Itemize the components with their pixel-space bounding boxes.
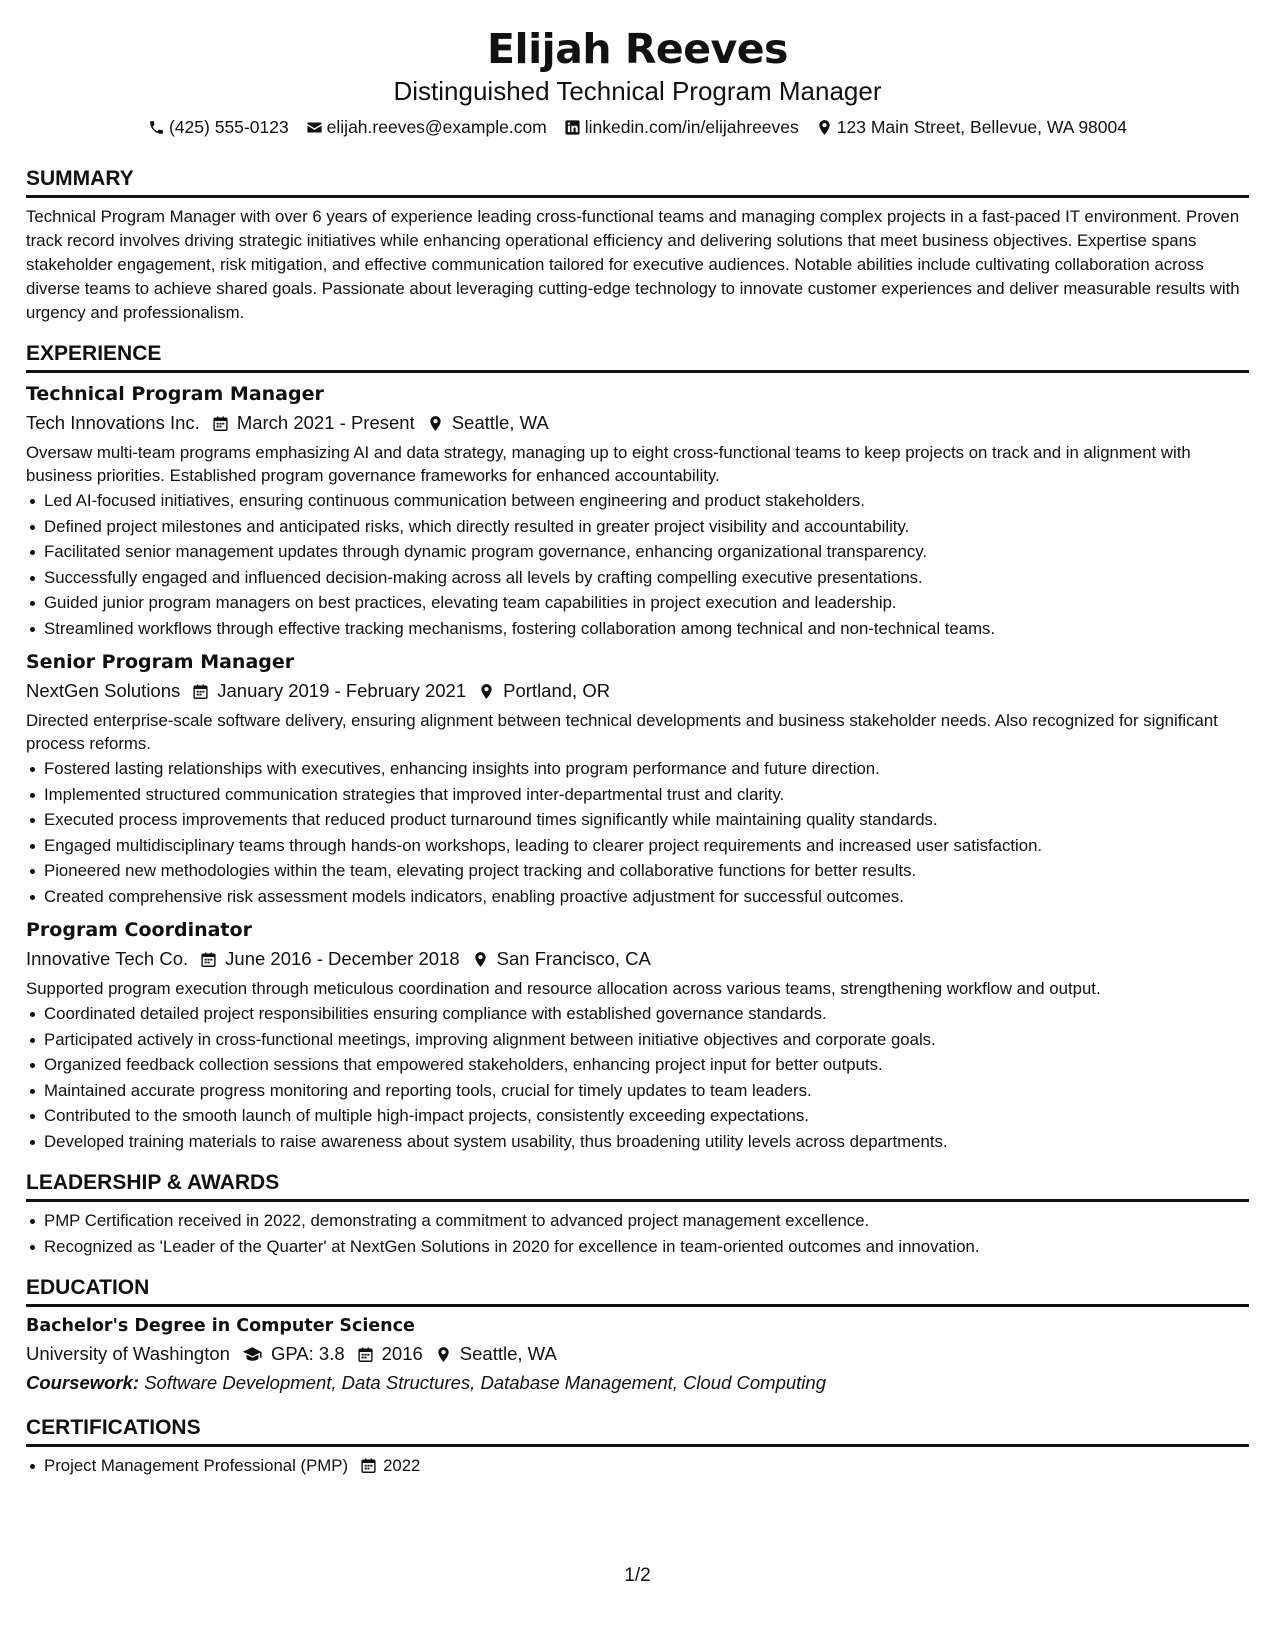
- job-title: Program Coordinator: [26, 919, 252, 941]
- list-item: Created comprehensive risk assessment models indicators, enabling proactive adjustment for successful outcomes.: [44, 884, 1249, 910]
- summary-text: Technical Program Manager with over 6 years of experience leading cross-functional teams and managing complex projects in a fast-paced IT environment. Proven track record involves driving strategic initiatives while enhancing operational efficiency and delivering solutions that meet business objectives. Expertise spans stakeholder engagement, risk mitigation, and effective communication tailored for executive audiences. Notable abilities include cultivating collaboration across diverse teams to achieve shared goals. Passionate about leveraging cutting-edge technology to innovate customer experiences and deliver measurable results with urgency and professionalism.: [26, 207, 1240, 322]
- list-item: Led AI-focused initiatives, ensuring continuous communication between engineering and product stakeholders.: [44, 488, 1249, 514]
- company-name: Innovative Tech Co.: [26, 948, 189, 969]
- job-entry: [26, 380, 1249, 641]
- candidate-title: Distinguished Technical Program Manager: [393, 76, 882, 106]
- contact-linkedin: [564, 115, 799, 139]
- phone-icon: [148, 119, 165, 136]
- job-title: Senior Program Manager: [26, 651, 295, 673]
- job-location: Seattle, WA: [451, 412, 549, 433]
- school-name: University of Washington: [26, 1343, 230, 1364]
- list-item: Recognized as 'Leader of the Quarter' at NextGen Solutions in 2020 for excellence in team-oriented outcomes and innovation.: [44, 1234, 1249, 1260]
- linkedin-icon: [564, 119, 581, 136]
- experience-section: [26, 341, 1249, 1154]
- map-pin-icon: [816, 119, 833, 136]
- certification-year: 2022: [383, 1456, 421, 1475]
- phone-text[interactable]: (425) 555-0123: [169, 117, 289, 137]
- graduation-cap-icon: [242, 1345, 263, 1363]
- job-entry: [26, 648, 1249, 909]
- list-item: Engaged multidisciplinary teams through hands-on workshops, leading to clearer project requirements and increased user satisfaction.: [44, 833, 1249, 859]
- certification-item: [44, 1453, 1249, 1479]
- company-name: NextGen Solutions: [26, 680, 181, 701]
- contact-address: [816, 115, 1127, 139]
- list-item: Streamlined workflows through effective tracking mechanisms, fostering collaboration among technical and non-technical teams.: [44, 616, 1249, 642]
- job-title: Technical Program Manager: [26, 383, 324, 405]
- calendar-icon: [360, 1457, 377, 1474]
- job-description: Directed enterprise-scale software delivery, ensuring alignment between technical developments and business stakeholder needs. Also recognized for significant process reforms.: [26, 711, 1218, 753]
- job-meta: [26, 944, 1249, 974]
- candidate-name: Elijah Reeves: [487, 25, 788, 73]
- calendar-icon: [357, 1346, 374, 1363]
- list-item: Defined project milestones and anticipated risks, which directly resulted in greater project visibility and accountability.: [44, 514, 1249, 540]
- education-section: [26, 1275, 1249, 1397]
- job-dates: June 2016 - December 2018: [225, 948, 460, 969]
- list-item: Maintained accurate progress monitoring and reporting tools, crucial for timely updates to team leaders.: [44, 1078, 1249, 1104]
- coursework-label: Coursework:: [26, 1372, 140, 1393]
- section-heading-awards: LEADERSHIP & AWARDS: [26, 1170, 1249, 1202]
- awards-section: [26, 1170, 1249, 1259]
- list-item: Implemented structured communication strategies that improved inter-departmental trust and clarity.: [44, 782, 1249, 808]
- map-pin-icon: [478, 683, 495, 700]
- certification-name: Project Management Professional (PMP): [44, 1456, 349, 1475]
- school-location: Seattle, WA: [459, 1343, 557, 1364]
- resume-header: [26, 24, 1249, 139]
- list-item: Pioneered new methodologies within the team, elevating project tracking and collaborative functions for better results.: [44, 858, 1249, 884]
- section-heading-certifications: CERTIFICATIONS: [26, 1415, 1249, 1447]
- map-pin-icon: [435, 1346, 452, 1363]
- calendar-icon: [200, 951, 217, 968]
- list-item: Executed process improvements that reduced product turnaround times significantly while maintaining quality standards.: [44, 807, 1249, 833]
- resume-page: [26, 24, 1249, 1479]
- list-item: Fostered lasting relationships with executives, enhancing insights into program performance and future direction.: [44, 756, 1249, 782]
- graduation-year: 2016: [381, 1343, 423, 1364]
- list-item: Organized feedback collection sessions that empowered stakeholders, enhancing project input for better outputs.: [44, 1052, 1249, 1078]
- contact-bar: [26, 115, 1249, 139]
- calendar-icon: [212, 415, 229, 432]
- summary-section: [26, 166, 1249, 325]
- section-heading-experience: EXPERIENCE: [26, 341, 1249, 373]
- list-item: Successfully engaged and influenced decision-making across all levels by crafting compelling executive presentations.: [44, 565, 1249, 591]
- degree-title: Bachelor's Degree in Computer Science: [26, 1316, 415, 1336]
- list-item: Participated actively in cross-functional meetings, improving alignment between initiative objectives and corporate goals.: [44, 1027, 1249, 1053]
- contact-email: [306, 115, 547, 139]
- job-dates: January 2019 - February 2021: [217, 680, 467, 701]
- envelope-icon: [306, 119, 323, 136]
- job-description: Oversaw multi-team programs emphasizing AI and data strategy, managing up to eight cross-functional teams to keep projects on track and in alignment with business priorities. Established program governance frameworks for enhanced accountability.: [26, 443, 1191, 485]
- linkedin-link[interactable]: linkedin.com/in/elijahreeves: [584, 117, 799, 137]
- job-bullets: [26, 1001, 1249, 1154]
- list-item: Guided junior program managers on best practices, elevating team capabilities in project execution and leadership.: [44, 590, 1249, 616]
- job-location: Portland, OR: [503, 680, 611, 701]
- email-link[interactable]: elijah.reeves@example.com: [326, 117, 547, 137]
- section-heading-summary: SUMMARY: [26, 166, 1249, 198]
- job-dates: March 2021 - Present: [236, 412, 415, 433]
- list-item: Coordinated detailed project responsibilities ensuring compliance with established governance standards.: [44, 1001, 1249, 1027]
- coursework-list: Software Development, Data Structures, Database Management, Cloud Computing: [144, 1372, 826, 1393]
- map-pin-icon: [427, 415, 444, 432]
- section-heading-education: EDUCATION: [26, 1275, 1249, 1307]
- job-bullets: [26, 756, 1249, 909]
- company-name: Tech Innovations Inc.: [26, 412, 200, 433]
- list-item: Contributed to the smooth launch of multiple high-impact projects, consistently exceeding expectations.: [44, 1103, 1249, 1129]
- coursework-line: [26, 1369, 1249, 1397]
- gpa-value: GPA: 3.8: [270, 1343, 345, 1364]
- job-location: San Francisco, CA: [496, 948, 651, 969]
- certifications-list: [26, 1453, 1249, 1479]
- map-pin-icon: [472, 951, 489, 968]
- page-number: 1/2: [624, 1565, 651, 1586]
- list-item: PMP Certification received in 2022, demonstrating a commitment to advanced project management excellence.: [44, 1208, 1249, 1234]
- contact-phone: [148, 115, 289, 139]
- education-meta: [26, 1339, 1249, 1369]
- list-item: Facilitated senior management updates through dynamic program governance, enhancing organizational transparency.: [44, 539, 1249, 565]
- job-entry: [26, 916, 1249, 1154]
- job-meta: [26, 408, 1249, 438]
- job-description: Supported program execution through meticulous coordination and resource allocation across various teams, strengthening workflow and output.: [26, 979, 1101, 998]
- job-meta: [26, 676, 1249, 706]
- job-list: [26, 380, 1249, 1154]
- address-text: 123 Main Street, Bellevue, WA 98004: [836, 117, 1127, 137]
- job-bullets: [26, 488, 1249, 641]
- certifications-section: [26, 1415, 1249, 1479]
- awards-list: [26, 1208, 1249, 1259]
- calendar-icon: [192, 683, 209, 700]
- list-item: Developed training materials to raise awareness about system usability, thus broadening utility levels across departments.: [44, 1129, 1249, 1155]
